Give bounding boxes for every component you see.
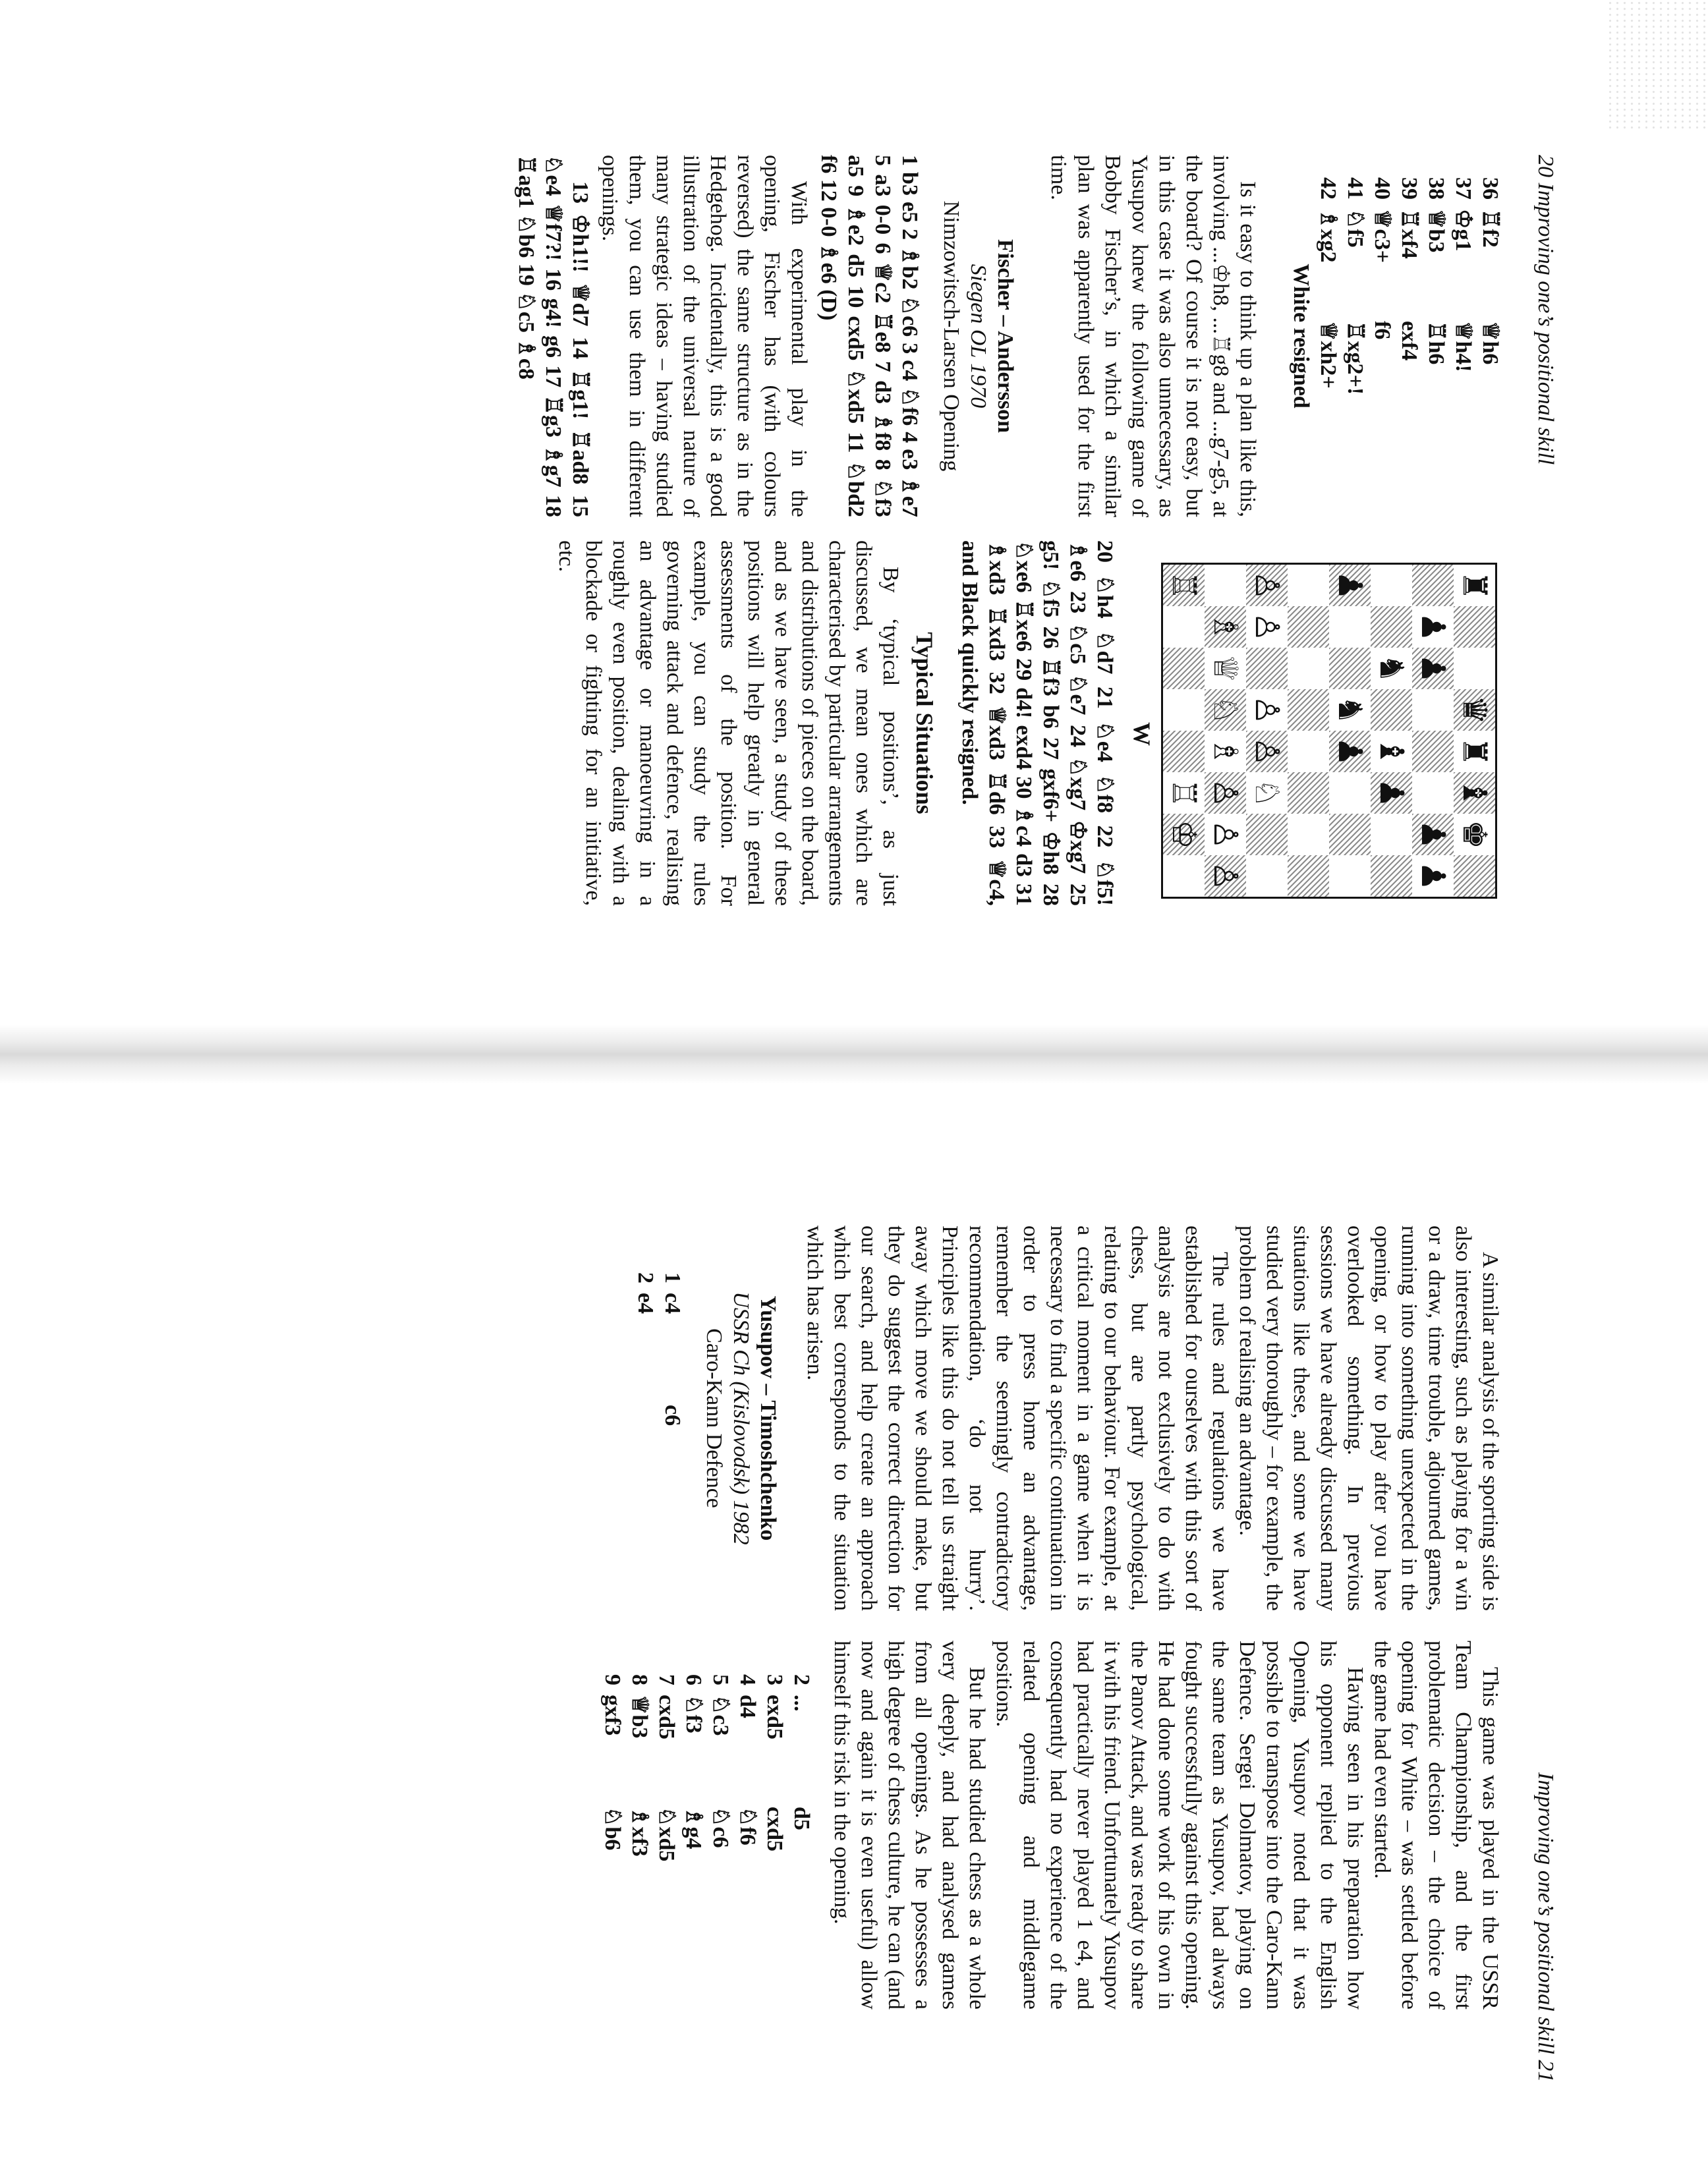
chess-piece-icon: ♟ xyxy=(1331,737,1369,766)
move-number: 8 xyxy=(627,1674,652,1685)
board-square-d8 xyxy=(1454,689,1495,731)
black-move: d5 xyxy=(789,1807,814,1830)
chess-piece-icon: ♘ xyxy=(1248,778,1286,808)
game-moves: 20 ♘h4 ♘d7 21 ♘e4 ♘f8 22 ♘f5! ♗e6 23 ♘c5 ♘e7 24 ♘xg7 ♔xg7 25 g5! ♘f5 26 ♖f3 b6 27 gxf6+ ♔h8 28 ♘xe6 ♖xe6 29 d4! exd4 30 ♗c4 d3 31 ♗xd3 ♖xd3 32 ♕xd3 ♖d6 33 ♕c4, and Black quickly resigned. xyxy=(957,540,1117,906)
board-square-g1 xyxy=(1163,814,1205,855)
board-square-e8 xyxy=(1454,731,1495,772)
moves-list-b xyxy=(599,1641,815,2010)
move-row xyxy=(599,1641,626,2010)
black-move xyxy=(632,1405,659,1517)
section-heading: Typical Situations xyxy=(911,632,938,814)
paragraph: But he had studied chess as a whole very deeply, and had analysed games from all openings. As he possesses a high degree of chess culture, he can (and now and again it is even useful) allow himself this risk in the opening. xyxy=(830,1641,989,2010)
board-square-f1 xyxy=(1163,772,1205,814)
chess-piece-icon: ♜ xyxy=(1456,737,1494,766)
board-square-e4 xyxy=(1288,731,1329,772)
move-number: 6 xyxy=(681,1674,706,1685)
board-square-d4 xyxy=(1288,689,1329,731)
game-event: Siegen OL 1970 xyxy=(966,264,990,408)
board-square-g4 xyxy=(1288,814,1329,855)
chess-piece-icon: ♝ xyxy=(1373,737,1411,766)
black-move: ♗xf3 xyxy=(627,1807,652,1857)
board-square-h5 xyxy=(1329,855,1371,897)
left-page-column-1 xyxy=(513,155,1504,517)
move-row xyxy=(734,1641,761,2010)
move-row xyxy=(1369,155,1396,517)
board-square-h2 xyxy=(1205,855,1246,897)
black-move: ♘f6 xyxy=(735,1807,760,1845)
black-move: ♘c6 xyxy=(708,1807,733,1848)
board-square-g6 xyxy=(1371,814,1412,855)
move-number: 1 xyxy=(660,1272,685,1283)
chess-piece-icon: ♗ xyxy=(1207,737,1245,766)
move-number: 7 xyxy=(654,1674,679,1685)
black-move: f6 xyxy=(1370,321,1394,340)
move-row xyxy=(1342,155,1369,517)
chess-piece-icon: ♙ xyxy=(1207,820,1245,849)
board-square-h7 xyxy=(1412,855,1454,897)
black-move: ♕h4! xyxy=(1451,321,1475,372)
board-square-a8 xyxy=(1454,565,1495,606)
white-move: ♖xf4 xyxy=(1397,209,1421,259)
board-square-e1 xyxy=(1163,731,1205,772)
board-square-g8 xyxy=(1454,814,1495,855)
white-move: gxf3 xyxy=(600,1695,625,1736)
paragraph: Having seen in his preparation how his opponent replied to the English Opening, Yusupov noted that it was possible to transpose into the Caro-Kann Defence. Sergei Dolmatov, playing on the same team as Yusupov, had always fought successfully against this opening. He had done some work of his own in the Panov Attack, and was ready to share it with his friend. Unfortunately Yusupov had practically never played 1 e4, and consequently had no experience of the related opening and middlegame positions. xyxy=(992,1641,1367,2010)
move-number: 2 xyxy=(633,1272,658,1283)
board-square-e7 xyxy=(1412,731,1454,772)
chess-piece-icon: ♙ xyxy=(1207,861,1245,891)
board-square-a6 xyxy=(1371,565,1412,606)
chess-piece-icon: ♟ xyxy=(1414,861,1452,891)
board-square-e2 xyxy=(1205,731,1246,772)
move-number: 36 xyxy=(1478,177,1502,200)
board-square-c2 xyxy=(1205,648,1246,689)
board-square-d7 xyxy=(1412,689,1454,731)
board-square-c4 xyxy=(1288,648,1329,689)
left-page xyxy=(0,0,1708,1054)
move-number: 37 xyxy=(1451,177,1475,200)
board-square-a7 xyxy=(1412,565,1454,606)
move-row xyxy=(1477,155,1504,517)
black-move: cxd5 xyxy=(762,1807,787,1851)
white-move: ♔g1 xyxy=(1451,209,1475,252)
black-move: ♕xh2+ xyxy=(1316,321,1340,389)
move-row xyxy=(653,1641,680,2010)
white-move: exd5 xyxy=(762,1695,787,1739)
move-number: 3 xyxy=(762,1674,787,1685)
board-square-a1 xyxy=(1163,565,1205,606)
board-square-a5 xyxy=(1329,565,1371,606)
move-number: 5 xyxy=(708,1674,733,1685)
result-line: White resigned xyxy=(1289,264,1313,408)
move-number: 38 xyxy=(1424,177,1448,200)
moves-list-top xyxy=(1315,155,1504,517)
white-move: ♕b3 xyxy=(1424,209,1448,253)
chess-diagram xyxy=(1161,563,1497,899)
right-page xyxy=(0,1087,1708,2141)
chess-piece-icon: ♙ xyxy=(1248,695,1286,725)
game-event: USSR Ch (Kislovodsk) 1982 xyxy=(729,1291,753,1545)
board-square-d6 xyxy=(1371,689,1412,731)
white-move: cxd5 xyxy=(654,1695,679,1739)
chess-piece-icon: ♞ xyxy=(1373,654,1411,683)
chess-piece-icon: ♚ xyxy=(1456,820,1494,849)
move-row xyxy=(1396,155,1423,517)
move-number: 40 xyxy=(1370,177,1394,200)
board-square-g2 xyxy=(1205,814,1246,855)
white-move: c4 xyxy=(660,1293,685,1314)
move-number: 39 xyxy=(1397,177,1421,200)
chess-piece-icon: ♗ xyxy=(1207,612,1245,642)
board-square-f3 xyxy=(1246,772,1288,814)
board-square-h1 xyxy=(1163,855,1205,897)
move-row xyxy=(632,1239,659,1611)
right-running-head: Improving one’s positional skill 21 xyxy=(1533,1772,1558,2083)
moves-list-a xyxy=(632,1225,686,1611)
chess-piece-icon: ♙ xyxy=(1248,571,1286,600)
board-square-c5 xyxy=(1329,648,1371,689)
board-square-g5 xyxy=(1329,814,1371,855)
game-opening: Caro-Kann Defence xyxy=(702,1328,726,1508)
move-number: 41 xyxy=(1343,177,1367,200)
board-square-b6 xyxy=(1371,606,1412,648)
white-move: e4 xyxy=(633,1293,658,1314)
board-square-h6 xyxy=(1371,855,1412,897)
white-move: ♘f5 xyxy=(1343,209,1367,248)
chess-piece-icon: ♖ xyxy=(1165,778,1203,808)
board-square-b7 xyxy=(1412,606,1454,648)
board-square-e5 xyxy=(1329,731,1371,772)
board-square-e3 xyxy=(1246,731,1288,772)
board-square-f7 xyxy=(1412,772,1454,814)
chess-piece-icon: ♔ xyxy=(1165,820,1203,849)
board-square-d2 xyxy=(1205,689,1246,731)
black-move: ♘b6 xyxy=(600,1807,625,1851)
paragraph: This game was played in the USSR Team Championship, and the first problematic decision – the choice of opening for White – was settled before the game had even started. xyxy=(1370,1641,1502,2010)
board-square-f2 xyxy=(1205,772,1246,814)
chess-piece-icon: ♖ xyxy=(1165,571,1203,600)
board-square-f6 xyxy=(1371,772,1412,814)
move-number: 9 xyxy=(600,1674,625,1685)
black-move: c6 xyxy=(660,1405,685,1426)
right-page-column-1 xyxy=(632,1225,1504,1611)
board-square-e6 xyxy=(1371,731,1412,772)
paragraph: The rules and regulations we have established for ourselves with this sort of analysis are not exclusively to do with chess, but are partly psychological, relating to our behaviour. For example, at a critical moment in a game when it is necessary to find a specific continuation in order to press home an advantage, remember the seemingly contradictory recommendation, ‘do not hurry’. Principles like this do not tell us straight away which move we should make, but they do suggest the correct direction for our search, and help create an approach which best corresponds to the situation which has arisen. xyxy=(803,1225,1232,1611)
white-move: ♘c3 xyxy=(708,1695,733,1736)
board-square-c8 xyxy=(1454,648,1495,689)
chess-piece-icon: ♞ xyxy=(1331,695,1369,725)
move-row xyxy=(1450,155,1477,517)
left-page-column-2 xyxy=(553,540,1118,906)
board-square-f8 xyxy=(1454,772,1495,814)
board-square-a4 xyxy=(1288,565,1329,606)
board-square-f4 xyxy=(1288,772,1329,814)
move-row xyxy=(788,1641,815,2010)
paragraph: With experimental play in the opening, Fischer has (with colours reversed) the same structure as in the Hedgehog. Incidentally, this is a good illustration of the universal nature of many strategic ideas – having studied them, you can use them in different openings. xyxy=(598,155,811,517)
black-move: ♘xd5 xyxy=(654,1807,679,1862)
board-square-g7 xyxy=(1412,814,1454,855)
move-number: 4 xyxy=(735,1674,760,1685)
chess-piece-icon: ♝ xyxy=(1456,778,1494,808)
chess-piece-icon: ♙ xyxy=(1248,612,1286,642)
board-square-c3 xyxy=(1246,648,1288,689)
move-number: 42 xyxy=(1316,177,1340,200)
board-square-c6 xyxy=(1371,648,1412,689)
white-move: ♕b3 xyxy=(627,1695,652,1739)
black-move: ♕h6 xyxy=(1478,321,1502,365)
white-move: ♕c3+ xyxy=(1370,209,1394,263)
chess-piece-icon: ♘ xyxy=(1207,695,1245,725)
black-move: ♗g4 xyxy=(681,1807,706,1849)
move-row xyxy=(707,1641,734,2010)
chess-piece-icon: ♕ xyxy=(1207,654,1245,683)
paragraph: By ‘typical positions’, as just discussed, we mean ones which are characterised by particular arrangements and distributions of pieces on the board, and as we have seen, a study of these positions will help greatly in general assessments of the position. For example, you can study the rules governing attack and defence, realising an advantage or manoeuvring in a roughly even position, dealing with a blockade or fighting for an initiative, etc. xyxy=(554,540,903,906)
white-move: ... xyxy=(789,1695,814,1712)
paragraph: A similar analysis of the sporting side is also interesting, such as playing for a win or a draw, time trouble, adjourned games, running into something unexpected in the opening, or how to play after you have overlooked something. In previous sessions we have already discussed many situations like these, and some we have studied very thoroughly – for example, the problem of realising an advantage. xyxy=(1235,1225,1502,1611)
white-move: d4 xyxy=(735,1695,760,1718)
paragraph: Is it easy to think up a plan like this, involving ...♔h8, ...♖g8 and ...g7-g5, at the board? Of course it is not easy, but in this case it was also unnecessary, as Yusupov knew the following game of Bobby Fischer’s, in which a similar plan was apparently used for the first time. xyxy=(1046,155,1260,517)
board-square-c1 xyxy=(1163,648,1205,689)
right-page-column-2 xyxy=(599,1641,1504,2010)
board-square-b4 xyxy=(1288,606,1329,648)
board-square-f5 xyxy=(1329,772,1371,814)
chess-piece-icon: ♛ xyxy=(1456,695,1494,725)
board-square-g3 xyxy=(1246,814,1288,855)
chess-piece-icon: ♙ xyxy=(1207,778,1245,808)
board-square-a3 xyxy=(1246,565,1288,606)
board-square-h8 xyxy=(1454,855,1495,897)
game-moves: 13 ♔h1!! ♕d7 14 ♖g1! ♖ad8 15 ♘e4 ♕f7?! 16 g4! g6 17 ♖g3 ♗g7 18 ♖ag1 ♘b6 19 ♘c5 ♗c8 xyxy=(514,155,592,517)
board-square-b8 xyxy=(1454,606,1495,648)
chess-piece-icon: ♜ xyxy=(1456,571,1494,600)
board-square-b2 xyxy=(1205,606,1246,648)
move-row xyxy=(659,1239,686,1611)
white-move: ♘f3 xyxy=(681,1695,706,1733)
game-moves: 1 b3 e5 2 ♗b2 ♘c6 3 c4 ♘f6 4 e3 ♗e7 5 a3 0-0 6 ♕c2 ♖e8 7 d3 ♗f8 8 ♘f3 a5 9 ♗e2 d5 10 cxd5 ♘xd5 11 ♘bd2 f6 12 0-0 ♗e6 (D) xyxy=(816,155,922,517)
left-running-head: 20 Improving one’s positional skill xyxy=(1533,155,1558,465)
black-move: ♖xg2+! xyxy=(1343,321,1367,395)
black-move: exf4 xyxy=(1397,321,1421,361)
chess-piece-icon: ♟ xyxy=(1414,654,1452,683)
chess-piece-icon: ♟ xyxy=(1331,571,1369,600)
chess-piece-icon: ♟ xyxy=(1373,778,1411,808)
black-move: ♖h6 xyxy=(1424,321,1448,365)
board-square-d1 xyxy=(1163,689,1205,731)
board-square-b5 xyxy=(1329,606,1371,648)
move-row xyxy=(761,1641,788,2010)
game-players: Yusupov – Timoshchenko xyxy=(756,1295,780,1541)
move-row xyxy=(680,1641,707,2010)
white-move: ♖f2 xyxy=(1478,209,1502,248)
move-row xyxy=(1315,155,1342,517)
chess-piece-icon: ♟ xyxy=(1414,612,1452,642)
game-players: Fischer – Andersson xyxy=(993,239,1017,434)
move-row xyxy=(1423,155,1450,517)
board-square-d3 xyxy=(1246,689,1288,731)
board-square-h4 xyxy=(1288,855,1329,897)
board-square-b1 xyxy=(1163,606,1205,648)
board-square-c7 xyxy=(1412,648,1454,689)
chess-piece-icon: ♟ xyxy=(1414,820,1452,849)
board-square-b3 xyxy=(1246,606,1288,648)
diagram-side-to-move: W xyxy=(1129,722,1155,746)
chess-piece-icon: ♙ xyxy=(1248,737,1286,766)
board-square-d5 xyxy=(1329,689,1371,731)
board-square-h3 xyxy=(1246,855,1288,897)
move-number: 2 xyxy=(789,1674,814,1685)
move-row xyxy=(626,1641,653,2010)
white-move: ♗xg2 xyxy=(1316,209,1340,263)
board-square-a2 xyxy=(1205,565,1246,606)
game-opening: Nimzowitsch-Larsen Opening xyxy=(939,200,963,472)
